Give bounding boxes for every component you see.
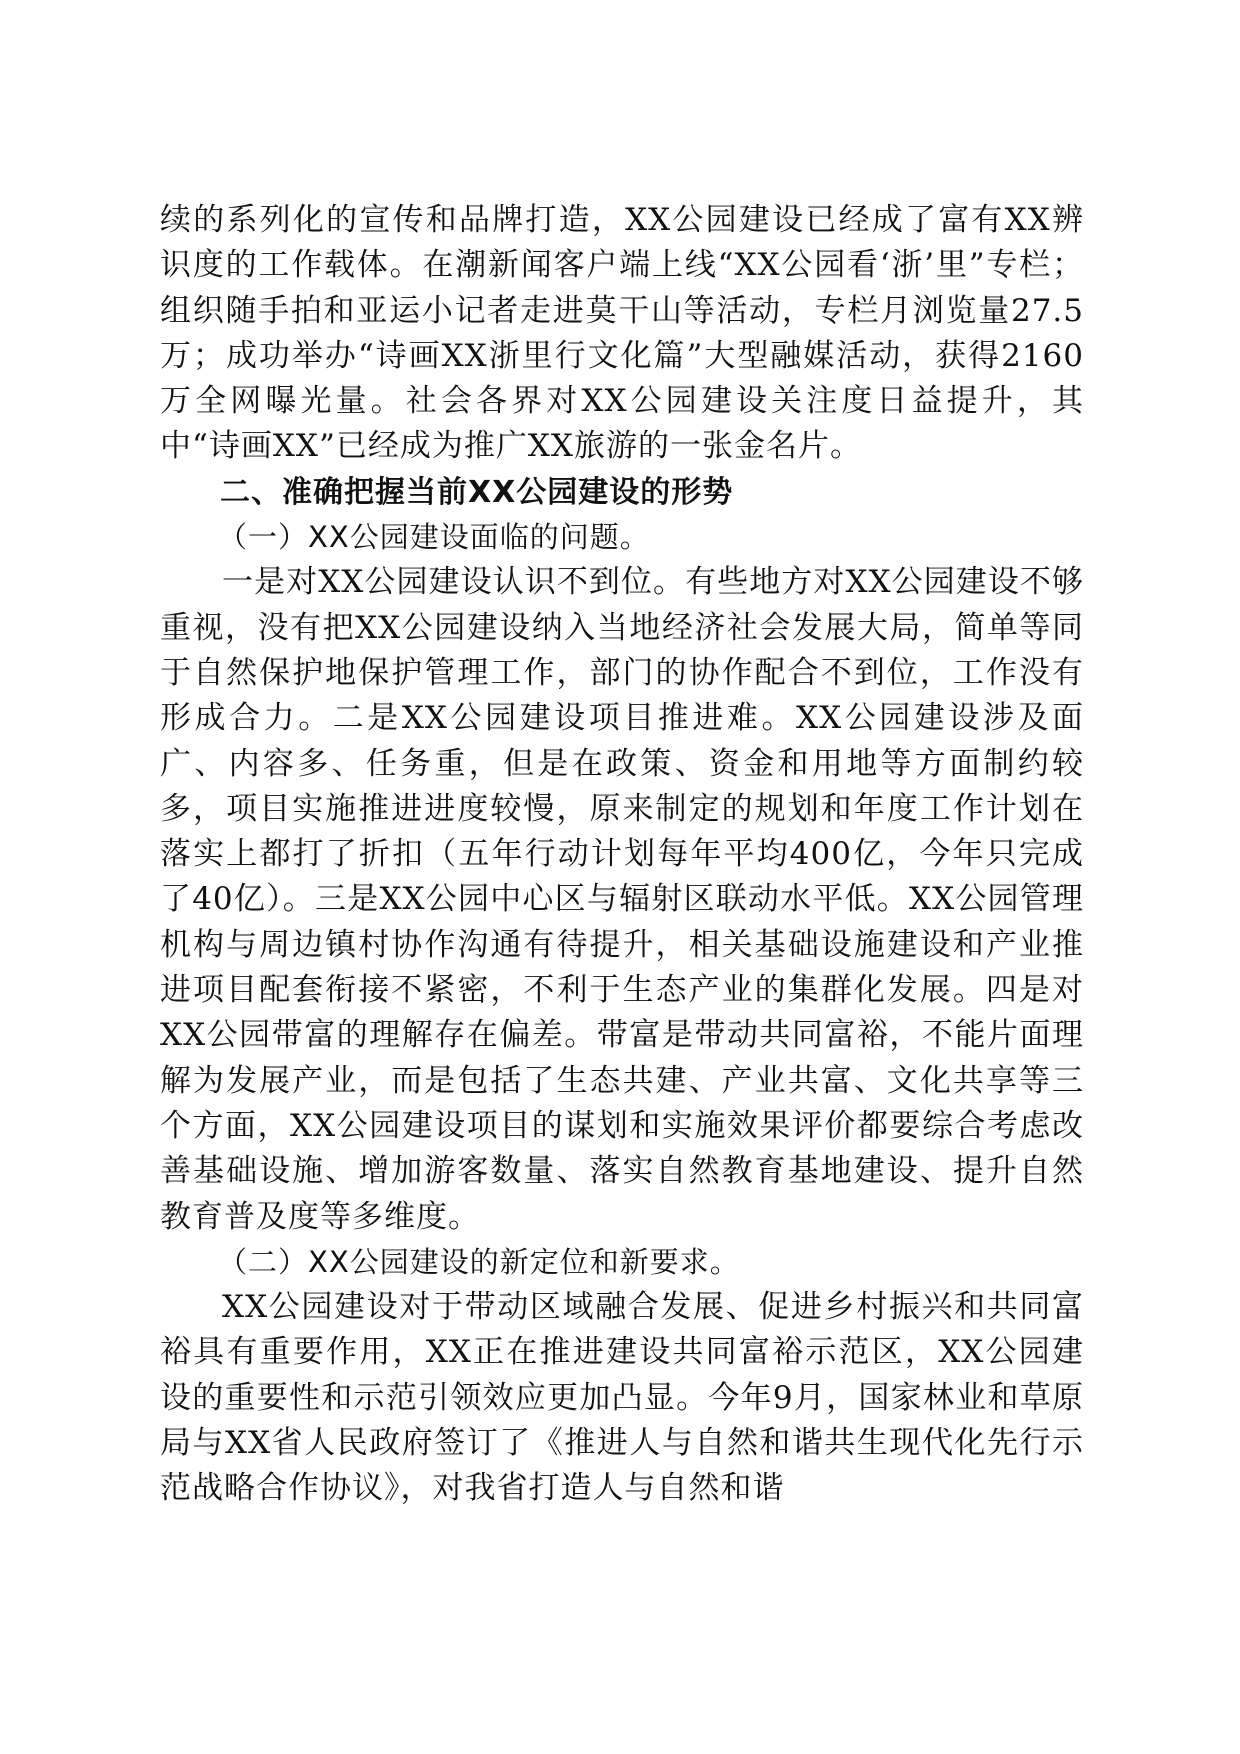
subsection-heading-new-positioning: （二）XX公园建设的新定位和新要求。 [218,1244,740,1279]
paragraph-new-positioning: XX公园建设对于带动区域融合发展、促进乡村振兴和共同富裕具有重要作用，XX正在推进建设共同富裕示范区，XX公园建设的重要性和示范引领效应更加凸显。今年9月，国家林业和草原局与XX省人民政府签订了《推进人与自然和谐共生现代化先行示范战略合作协议》，对我省打造人与自然和谐 [160,1289,1084,1507]
document-body [160,198,1084,1512]
subsection-heading-problems: （一）XX公园建设面临的问题。 [218,520,650,555]
paragraph-problems: 一是对XX公园建设认识不到位。有些地方对XX公园建设不够重视，没有把XX公园建设纳入当地经济社会发展大局，简单等同于自然保护地保护管理工作，部门的协作配合不到位，工作没有形成合力。二是XX公园建设项目推进难。XX公园建设涉及面广、内容多、任务重，但是在政策、资金和用地等方面制约较多，项目实施推进进度较慢，原来制定的规划和年度工作计划在落实上都打了折扣（五年行动计划每年平均400亿，今年只完成了40亿）。三是XX公园中心区与辐射区联动水平低。XX公园管理机构与周边镇村协作沟通有待提升，相关基础设施建设和产业推进项目配套衔接不紧密，不利于生态产业的集群化发展。四是对XX公园带富的理解存在偏差。带富是带动共同富裕，不能片面理解为发展产业，而是包括了生态共建、产业共富、文化共享等三个方面，XX公园建设项目的谋划和实施效果评价都要综合考虑改善基础设施、增加游客数量、落实自然教育基地建设、提升自然教育普及度等多维度。 [160,564,1084,1235]
paragraph-publicity: 续的系列化的宣传和品牌打造，XX公园建设已经成了富有XX辨识度的工作载体。在潮新闻客户端上线“XX公园看‘浙’里”专栏；组织随手拍和亚运小记者走进莫干山等活动，专栏月浏览量27.5万；成功举办“诗画XX浙里行文化篇”大型融媒活动，获得2160万全网曝光量。社会各界对XX公园建设关注度日益提升，其中“诗画XX”已经成为推广XX旅游的一张金名片。 [160,202,1084,465]
section-heading: 二、准确把握当前XX公园建设的形势 [220,474,734,510]
